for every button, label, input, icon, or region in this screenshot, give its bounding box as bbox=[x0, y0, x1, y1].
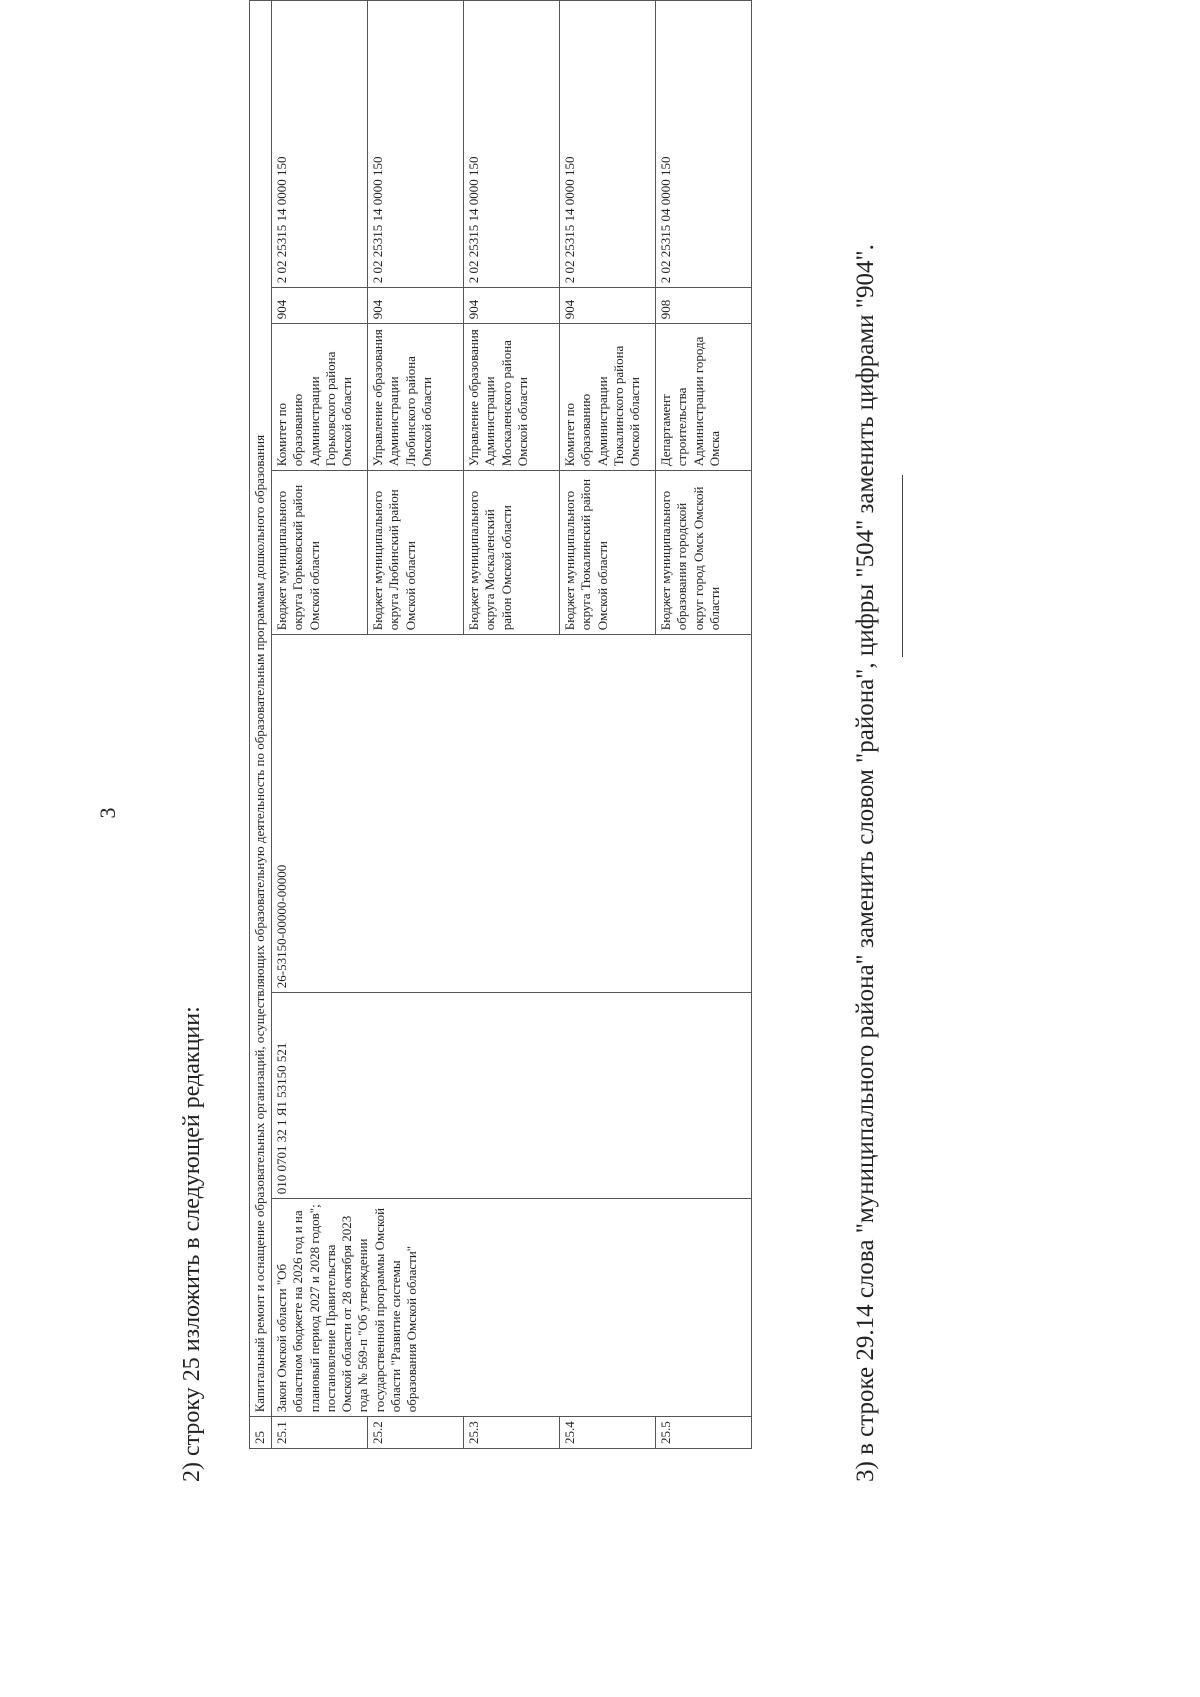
grbs-code-cell: 908 bbox=[656, 288, 752, 324]
budget-table bbox=[249, 0, 752, 1449]
revenue-code-cell: 2 02 25315 14 0000 150 bbox=[464, 1, 560, 288]
grbs-code-cell: 904 bbox=[368, 288, 464, 324]
revenue-code-cell: 2 02 25315 04 0000 150 bbox=[656, 1, 752, 288]
target-code-cell: 26-53150-00000-00000 bbox=[272, 635, 752, 993]
administrator-cell: Комитет по образованию Администрации Тюкалинского района Омской области bbox=[560, 324, 656, 471]
revenue-code-cell: 2 02 25315 14 0000 150 bbox=[272, 1, 368, 288]
row-number-cell: 25.1 bbox=[272, 1417, 368, 1449]
recipient-cell: Бюджет муниципального округа Тюкалинский район Омской области bbox=[560, 471, 656, 635]
grbs-code-cell: 904 bbox=[560, 288, 656, 324]
administrator-cell: Департамент строительства Администрации города Омска bbox=[656, 324, 752, 471]
administrator-cell: Комитет по образованию Администрации Горьковского района Омской области bbox=[272, 324, 368, 471]
recipient-cell: Бюджет муниципального округа Любинский район Омской области bbox=[368, 471, 464, 635]
recipient-cell: Бюджет муниципального округа Москаленский район Омской области bbox=[464, 471, 560, 635]
amendment-note: 3) в строке 29.14 слова "муниципального района" заменить словом "района", цифры "504" заменить цифрами "904". bbox=[852, 244, 879, 1482]
administrator-cell: Управление образования Администрации Москаленского района Омской области bbox=[464, 324, 560, 471]
administrator-cell: Управление образования Администрации Любинского района Омской области bbox=[368, 324, 464, 471]
grbs-code-cell: 904 bbox=[272, 288, 368, 324]
row-number-cell: 25.3 bbox=[464, 1417, 560, 1449]
separator-line bbox=[902, 475, 903, 657]
budget-code-cell: 010 0701 32 1 Я1 53150 521 bbox=[272, 993, 752, 1199]
legal-basis-cell: Закон Омской области "Об областном бюджете на 2026 год и на плановый период 2027 и 2028 годов"; постановление Правительства Омской области от 28 октября 2023 года № 569-п "Об утверждении государственной программы Омской области "Развитие системы образования Омской области" bbox=[272, 1199, 752, 1417]
intro-text: 2) строку 25 изложить в следующей редакции: bbox=[179, 1006, 205, 1482]
section-number-cell: 25 bbox=[250, 1417, 272, 1449]
recipient-cell: Бюджет муниципального образования городской округ город Омск Омской области bbox=[656, 471, 752, 635]
row-number-cell: 25.4 bbox=[560, 1417, 656, 1449]
section-title-cell: Капитальный ремонт и оснащение образовательных организаций, осуществляющих образовательную деятельность по образовательным программам дошкольного образования bbox=[250, 1, 272, 1417]
recipient-cell: Бюджет муниципального округа Горьковский район Омской области bbox=[272, 471, 368, 635]
page-number: 3 bbox=[95, 807, 120, 819]
row-number-cell: 25.2 bbox=[368, 1417, 464, 1449]
grbs-code-cell: 904 bbox=[464, 288, 560, 324]
table-row bbox=[272, 1, 368, 1449]
revenue-code-cell: 2 02 25315 14 0000 150 bbox=[368, 1, 464, 288]
table-section-row bbox=[250, 1, 272, 1449]
row-number-cell: 25.5 bbox=[656, 1417, 752, 1449]
revenue-code-cell: 2 02 25315 14 0000 150 bbox=[560, 1, 656, 288]
